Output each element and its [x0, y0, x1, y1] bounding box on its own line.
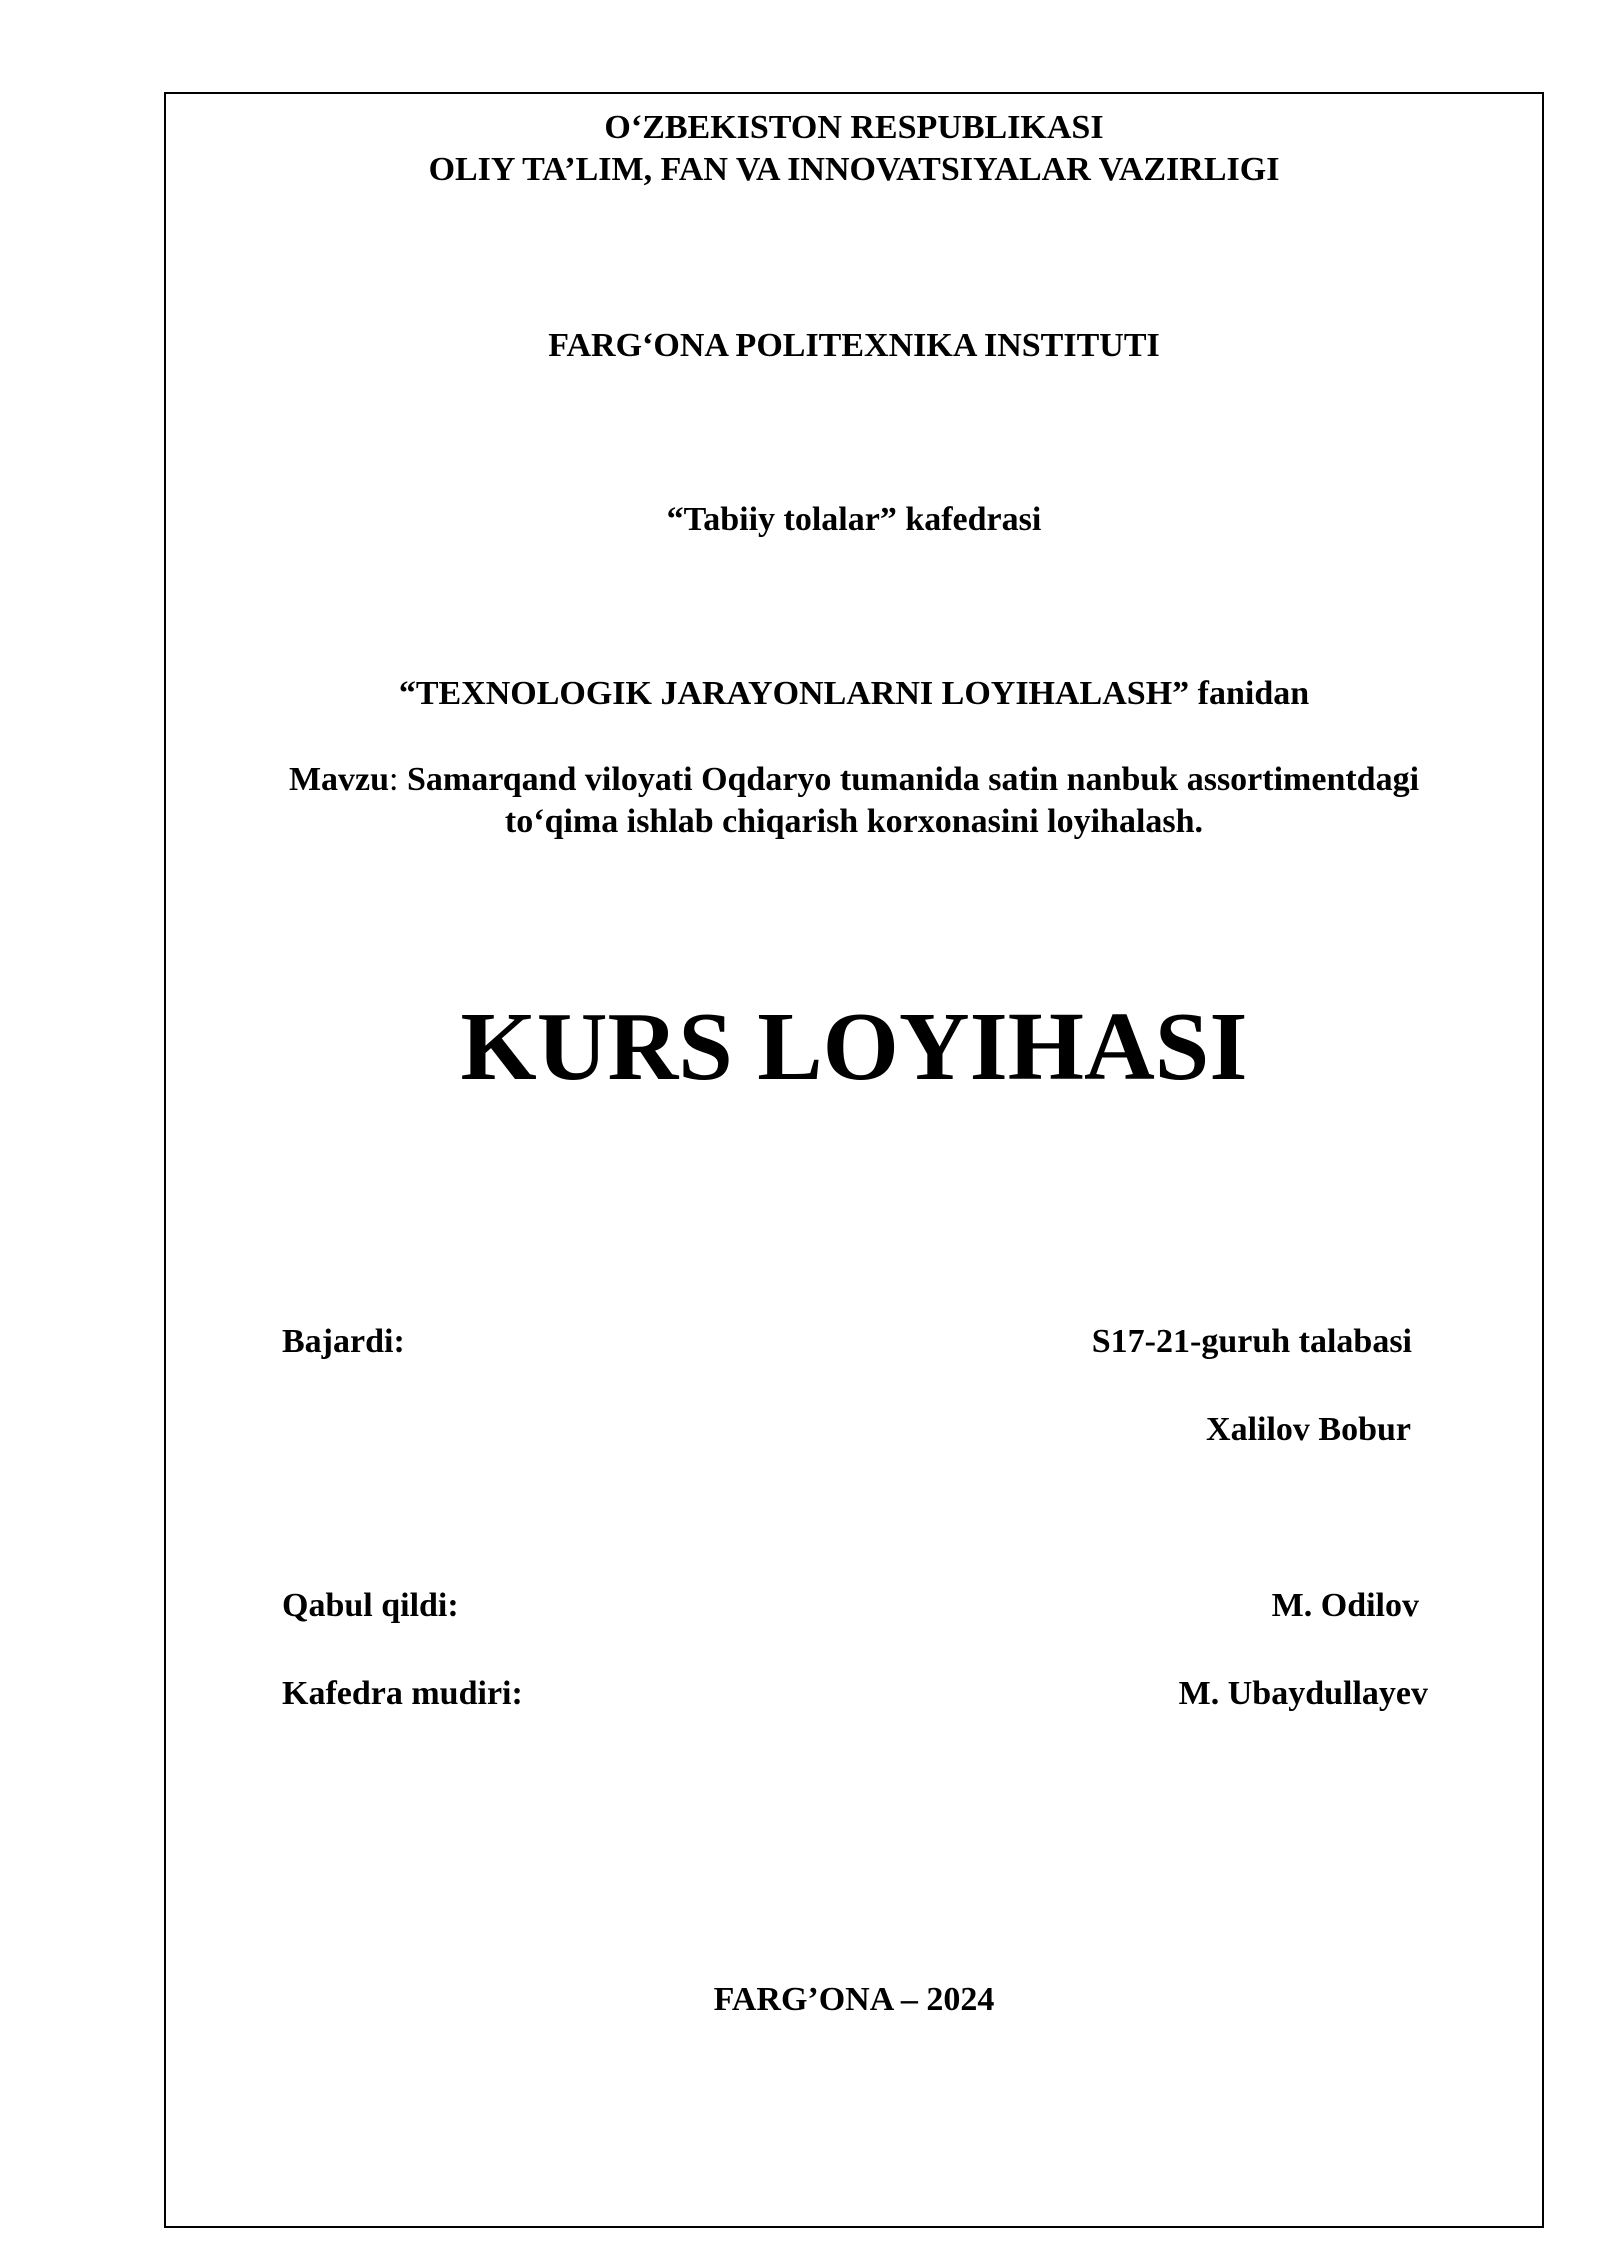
ministry-heading: OLIY TA’LIM, FAN VA INNOVATSIYALAR VAZIRLIGI [428, 151, 1280, 188]
topic-text-1: Samarqand viloyati Oqdaryo tumanida satin nanbuk assortimentdagi [398, 761, 1420, 798]
student-group: S17-21-guruh talabasi [1091, 1323, 1412, 1360]
department-heading: “Tabiiy tolalar” kafedrasi [666, 501, 1042, 538]
subject-heading: “TEXNOLOGIK JARAYONLARNI LOYIHALASH” fanidan [398, 675, 1310, 712]
republic-heading: O‘ZBEKISTON RESPUBLIKASI [604, 109, 1104, 146]
accepted-name: M. Odilov [1271, 1587, 1419, 1624]
page-border-frame [164, 92, 1544, 2228]
topic-colon: : [389, 761, 399, 798]
institute-heading: FARG‘ONA POLITEXNIKA INSTITUTI [548, 327, 1160, 364]
place-year: FARG’ONA – 2024 [713, 1981, 995, 2018]
head-name: M. Ubaydullayev [1178, 1675, 1428, 1712]
topic-line-2: to‘qima ishlab chiqarish korxonasini loyihalash. [504, 803, 1204, 840]
performed-label: Bajardi: [282, 1323, 405, 1360]
document-title: KURS LOYIHASI [460, 993, 1248, 1101]
student-name: Xalilov Bobur [1206, 1411, 1411, 1448]
topic-line-1 [164, 758, 1544, 802]
accepted-label: Qabul qildi: [282, 1587, 459, 1624]
head-label: Kafedra mudiri: [282, 1675, 523, 1712]
topic-label: Mavzu [288, 761, 390, 798]
